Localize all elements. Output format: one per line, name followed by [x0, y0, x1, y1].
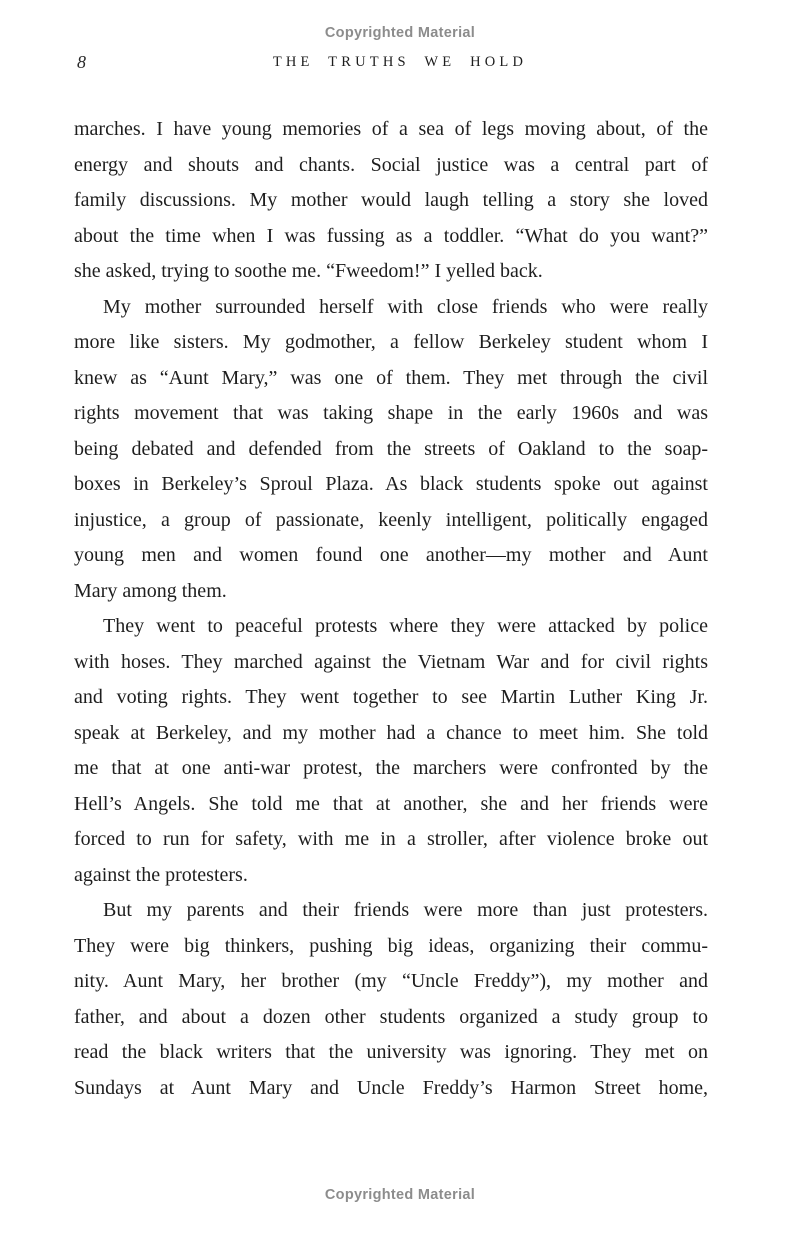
- body-text: [74, 112, 708, 1106]
- text-line: nity. Aunt Mary, her brother (my “Uncle Freddy”), my mother and: [74, 970, 708, 992]
- text-line: They went to peaceful protests where they were attacked by police: [103, 615, 708, 637]
- page-number: 8: [77, 52, 86, 72]
- text-line: she asked, trying to soothe me. “Fweedom!” I yelled back.: [74, 260, 543, 282]
- copyright-notice-top: Copyrighted Material: [324, 25, 476, 41]
- text-line: rights movement that was taking shape in the early 1960s and was: [74, 402, 708, 424]
- text-line: more like sisters. My godmother, a fellow Berkeley student whom I: [74, 331, 708, 353]
- text-line: marches. I have young memories of a sea of legs moving about, of the: [74, 118, 708, 140]
- text-line: speak at Berkeley, and my mother had a chance to meet him. She told: [74, 721, 708, 744]
- text-line: family discussions. My mother would laugh telling a story she loved: [74, 189, 708, 211]
- text-line: Hell’s Angels. She told me that at another, she and her friends were: [74, 792, 708, 815]
- text-line: My mother surrounded herself with close friends who were really: [103, 295, 708, 318]
- text-line: about the time when I was fussing as a toddler. “What do you want?”: [74, 224, 708, 247]
- text-line: boxes in Berkeley’s Sproul Plaza. As black students spoke out against: [74, 473, 708, 495]
- text-line: read the black writers that the university was ignoring. They met on: [74, 1041, 708, 1063]
- running-head: THE TRUTHS WE HOLD: [272, 54, 528, 70]
- text-line: me that at one anti-war protest, the marchers were confronted by the: [74, 757, 708, 779]
- text-line: being debated and defended from the streets of Oakland to the soap-: [74, 437, 708, 460]
- copyright-notice-bottom: Copyrighted Material: [324, 1187, 476, 1203]
- text-line: father, and about a dozen other students organized a study group to: [74, 1005, 708, 1028]
- text-line: Sundays at Aunt Mary and Uncle Freddy’s Harmon Street home,: [74, 1076, 708, 1099]
- text-line: and voting rights. They went together to see Martin Luther King Jr.: [74, 686, 708, 708]
- text-line: knew as “Aunt Mary,” was one of them. They met through the civil: [74, 366, 708, 389]
- text-line: forced to run for safety, with me in a stroller, after violence broke out: [74, 828, 708, 850]
- text-line: energy and shouts and chants. Social justice was a central part of: [74, 153, 708, 176]
- text-line: But my parents and their friends were more than just protesters.: [103, 899, 708, 921]
- text-line: Mary among them.: [74, 579, 227, 602]
- text-line: against the protesters.: [74, 863, 248, 886]
- text-line: They were big thinkers, pushing big ideas, organizing their commu-: [74, 934, 708, 957]
- text-line: young men and women found one another—my mother and Aunt: [74, 544, 708, 566]
- text-line: with hoses. They marched against the Vietnam War and for civil rights: [74, 650, 708, 673]
- text-line: injustice, a group of passionate, keenly intelligent, politically engaged: [74, 508, 708, 531]
